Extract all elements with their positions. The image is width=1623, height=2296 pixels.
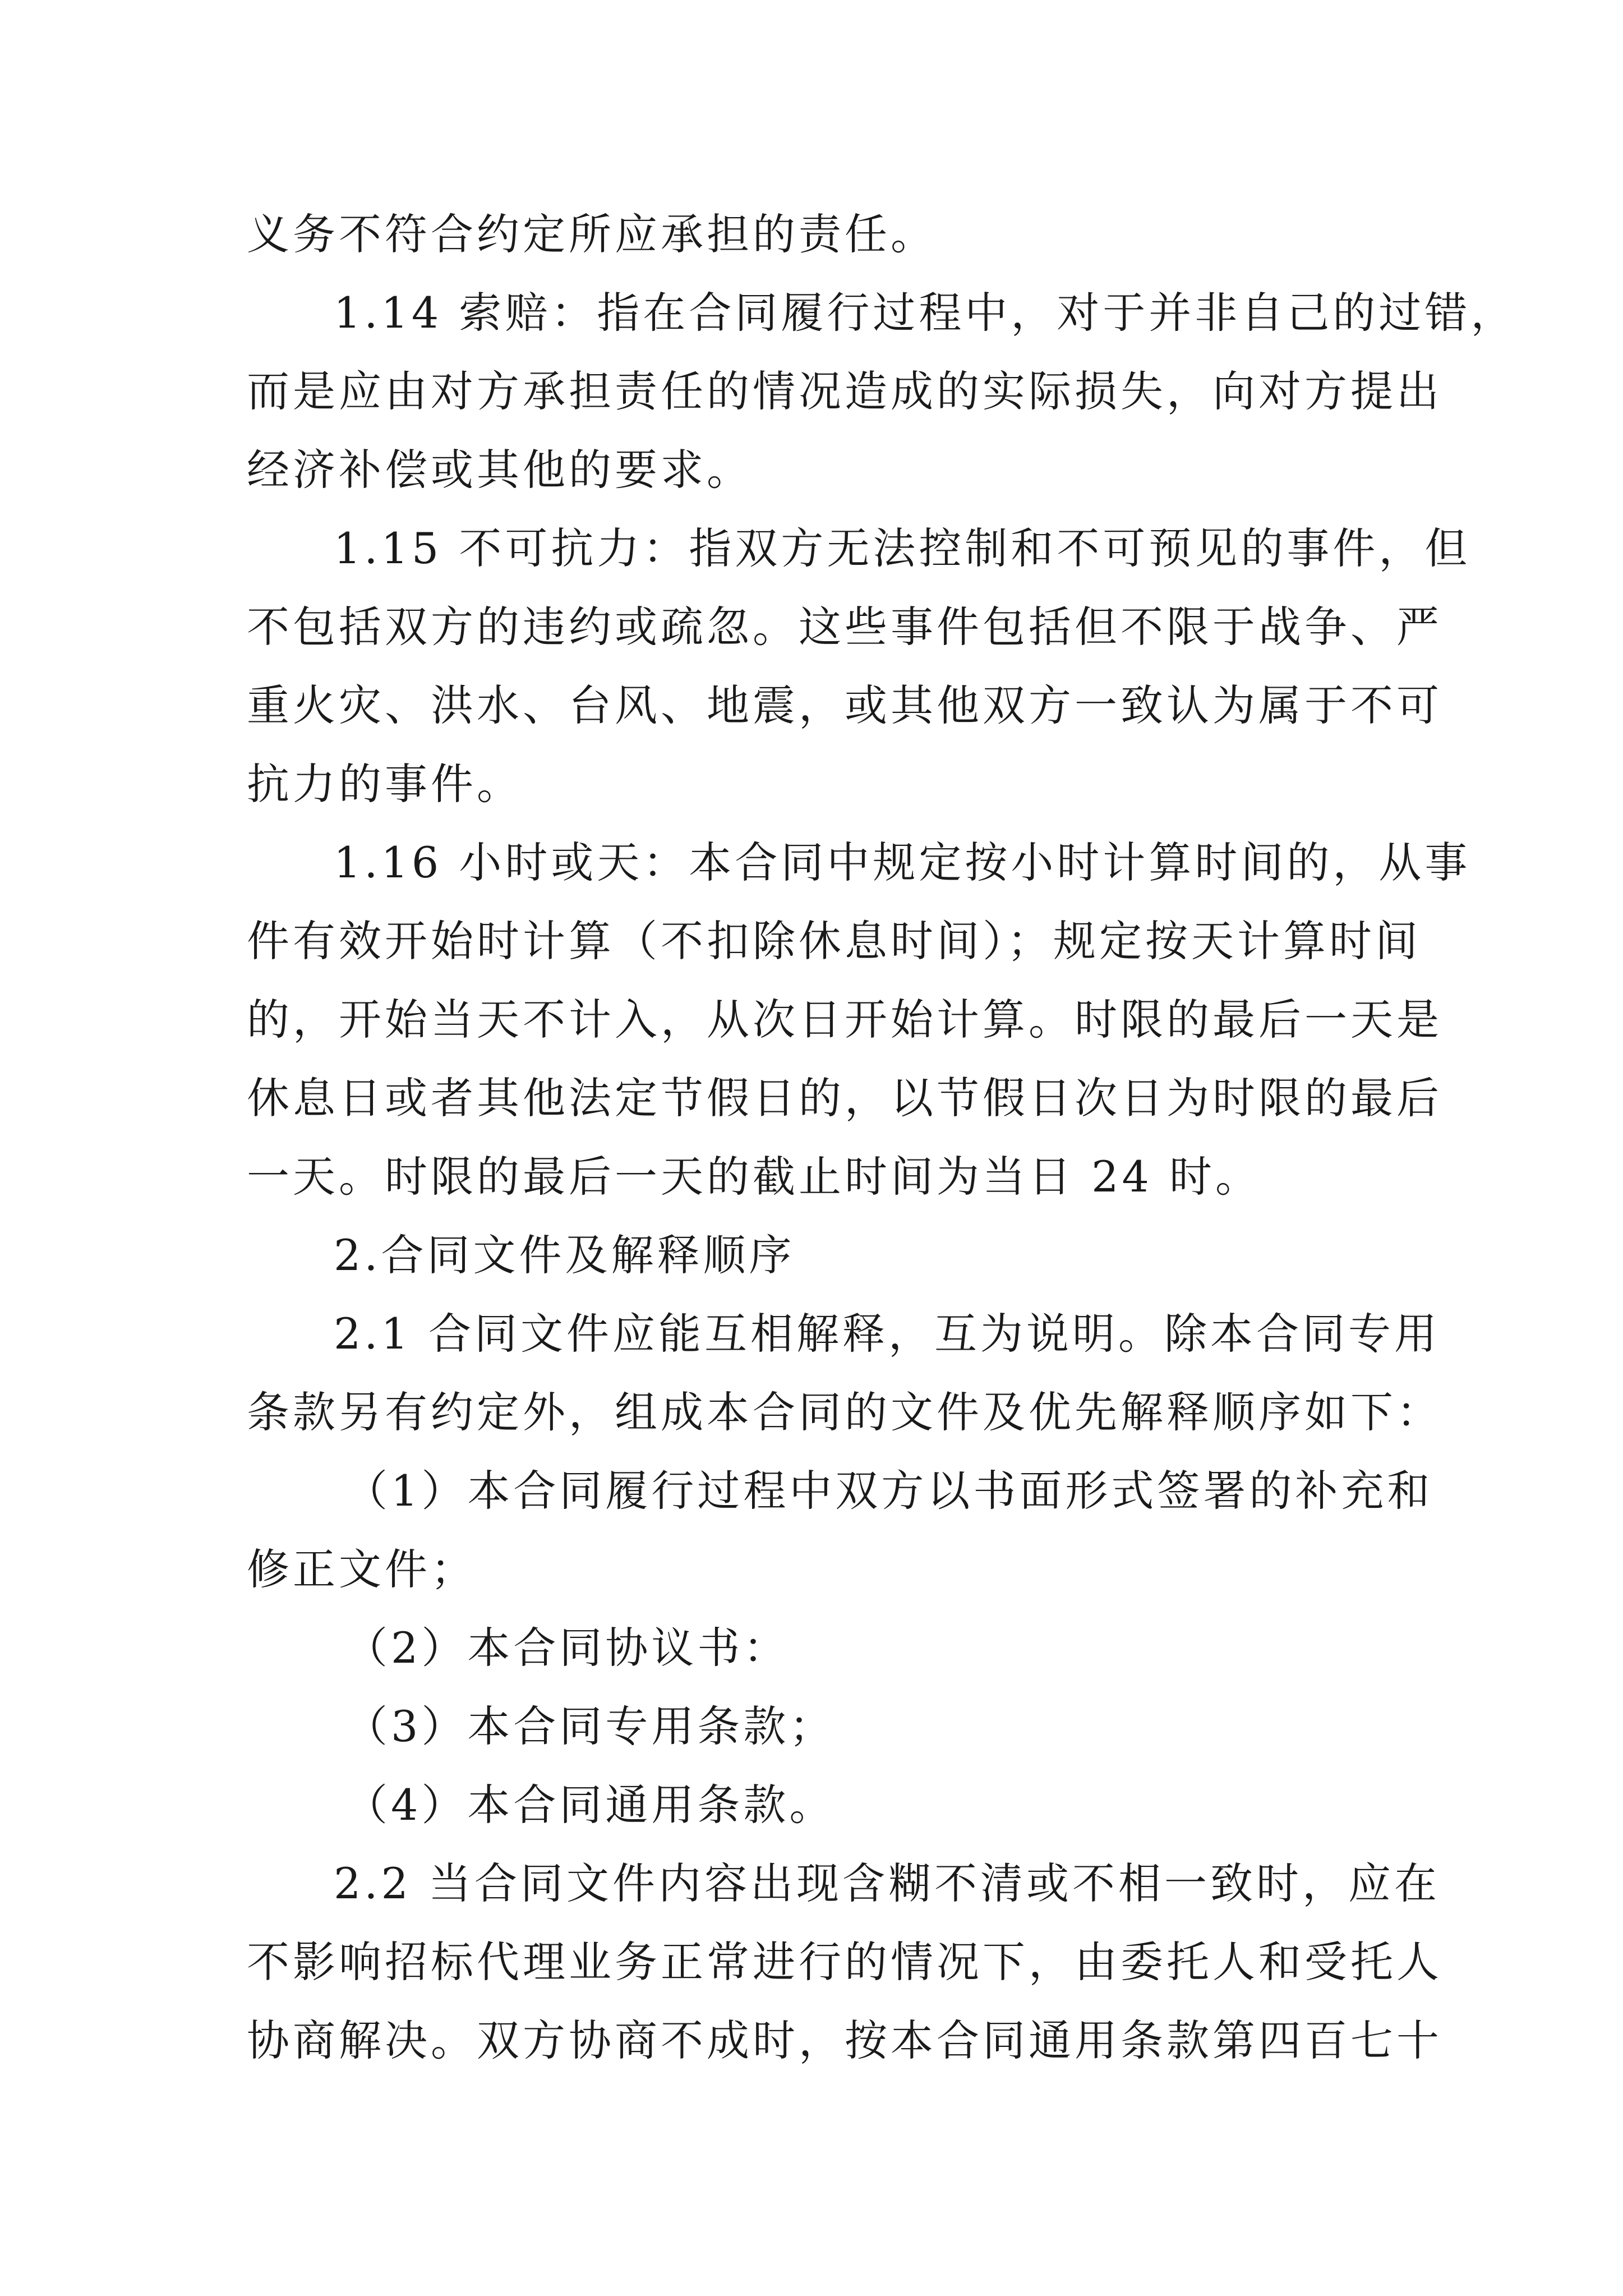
text-line: 重火灾、洪水、台风、地震，或其他双方一致认为属于不可 [247,680,1442,730]
text-line: 件有效开始时计算（不扣除休息时间）；规定按天计算时间 [247,916,1421,966]
text-line: 义务不符合约定所应承担的责任。 [247,209,937,259]
text-line: 1.16 小时或天：本合同中规定按小时计算时间的，从事 [334,838,1471,887]
text-line: 休息日或者其他法定节假日的，以节假日次日为时限的最后 [247,1073,1442,1123]
text-line: 协商解决。双方协商不成时，按本合同通用条款第四百七十 [247,2016,1442,2065]
text-line: 2.1 合同文件应能互相解释，互为说明。除本合同专用 [334,1309,1441,1359]
list-item: （1）本合同履行过程中双方以书面形式签署的补充和 [345,1466,1433,1516]
text-line: 不影响招标代理业务正常进行的情况下，由委托人和受托人 [247,1937,1442,1987]
text-line: 条款另有约定外，组成本合同的文件及优先解释顺序如下： [247,1387,1442,1437]
list-item: （3）本合同专用条款； [345,1701,836,1751]
section-heading: 2.合同文件及解释顺序 [334,1230,795,1280]
text-line: 1.14 索赔：指在合同履行过程中，对于并非自己的过错， [334,288,1517,338]
text-line: 1.15 不可抗力：指双方无法控制和不可预见的事件，但 [334,523,1471,573]
list-item: （2）本合同协议书： [345,1623,790,1673]
text-line: 一天。时限的最后一天的截止时间为当日 24 时。 [247,1152,1262,1202]
text-line: 的，开始当天不计入，从次日开始计算。时限的最后一天是 [247,995,1442,1045]
list-item: （4）本合同通用条款。 [345,1780,836,1830]
text-line: 而是应由对方承担责任的情况造成的实际损失，向对方提出 [247,366,1442,416]
text-line: 2.2 当合同文件内容出现含糊不清或不相一致时，应在 [334,1858,1441,1908]
text-line: 经济补偿或其他的要求。 [247,445,753,495]
text-line: 修正文件； [247,1544,477,1594]
text-line: 不包括双方的违约或疏忽。这些事件包括但不限于战争、严 [247,602,1442,652]
text-line: 抗力的事件。 [247,759,523,809]
